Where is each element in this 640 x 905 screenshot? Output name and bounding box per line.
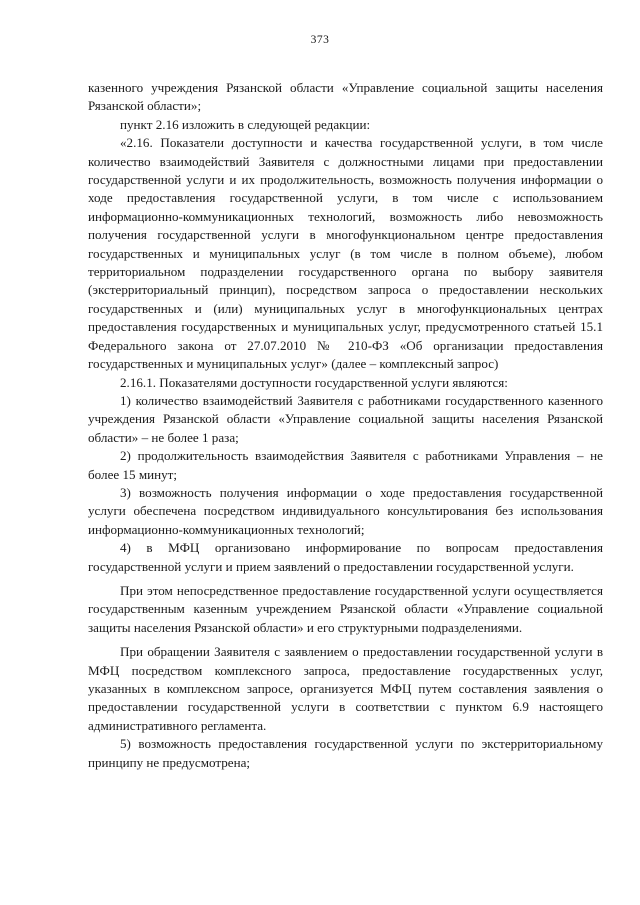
paragraph: 2.16.1. Показателями доступности государственной услуги являются: xyxy=(120,374,508,390)
paragraph: 3) возможность получения информации о ходе предоставления государственной услуги обеспечена посредством индивидуального консультирования без использования информационно-коммуникационных технологий; xyxy=(88,484,603,537)
paragraph: 5) возможность предоставления государственной услуги по экстерриториальному принципу не предусмотрена; xyxy=(88,736,603,770)
paragraph: 2) продолжительность взаимодействия Заявителя с работниками Управления – не более 15 минут; xyxy=(88,448,603,482)
paragraph: 4) в МФЦ организовано информирование по вопросам предоставления государственной услуги и прием заявлений о предоставлении государственной услуги. xyxy=(88,540,603,574)
document-body xyxy=(88,79,603,772)
paragraph: «2.16. Показатели доступности и качества государственной услуги, в том числе количество взаимодействий Заявителя с должностными лицами при предоставлении государственной услуги и их продолжительность, возможность получения информации о ходе предоставления государственной услуги, в том числе с использованием информационно-коммуникационных технологий, возможность либо невозможность получения государственной услуги в многофункциональном центре предоставления государственных и муниципальных услуг (в том числе в полном объеме), любом территориальном подразделении государственного органа по выбору заявителя (экстерриториальный принцип), посредством запроса о предоставлении нескольких государственных и (или) муниципальных услуг в многофункциональных центрах предоставления государственных и муниципальных услуг, предусмотренного статьей 15.1 Федерального закона от 27.07.2010 № 210-ФЗ «Об организации предоставления государственных и муниципальных услуг» (далее – комплексный запрос) xyxy=(88,135,603,372)
paragraph: При обращении Заявителя с заявлением о предоставлении государственной услуги в МФЦ посредством комплексного запроса, предоставление государственных услуг, указанных в комплексном запросе, организуется МФЦ путем составления заявления о предоставлении государственной услуги в соответствии с пунктом 6.9 настоящего административного регламента. xyxy=(88,644,603,733)
paragraph: При этом непосредственное предоставление государственной услуги осуществляется государственным казенным учреждением Рязанской области «Управление социальной защиты населения Рязанской области» и его структурными подразделениями. xyxy=(88,582,603,635)
page-number: 373 xyxy=(310,34,330,46)
paragraph: 1) количество взаимодействий Заявителя с работниками государственного казенного учреждения Рязанской области «Управление социальной защиты населения Рязанской области» – не более 1 раза; xyxy=(88,392,603,445)
paragraph: пункт 2.16 изложить в следующей редакции: xyxy=(120,116,371,132)
paragraph: казенного учреждения Рязанской области «Управление социальной защиты населения Рязанской области»; xyxy=(88,80,603,114)
